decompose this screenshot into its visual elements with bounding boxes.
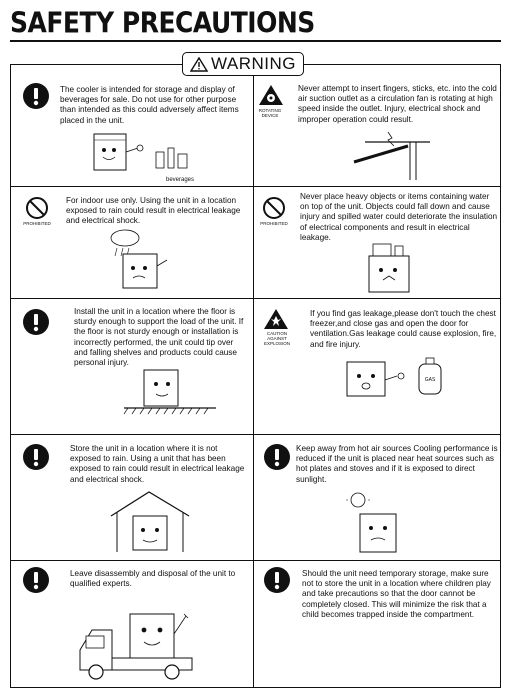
truck-with-cooler-illustration: [76, 606, 206, 684]
cell-text: Keep away from hot air sources Cooling performance is reduced if the unit is placed near heat sources such as hot plates and stoves and if it is exposed to direct sunlight.: [296, 444, 498, 484]
mandatory-icon: [263, 443, 291, 471]
cell-text: If you find gas leakage,please don't touch the chest freezer,and close gas and open the door for ventilation.Gas leakage could cause explosion, fire, and fire injury.: [310, 309, 497, 349]
mandatory-icon: [22, 308, 50, 336]
cell-text: Leave disassembly and disposal of the unit to qualified experts.: [70, 569, 236, 589]
page-title: SAFETY PRECAUTIONS: [10, 6, 315, 40]
warning-banner: [182, 52, 304, 76]
icon-caption: ROTATING DEVICE: [258, 108, 282, 118]
row-divider: [10, 298, 501, 299]
cell-text: Never attempt to insert fingers, sticks, etc. into the cold air suction outlet as a circulation fan is rotating at high speed inside the outlet. Injury, electrical shock and improper operation could result.: [298, 84, 497, 124]
fan-outlet-illustration: [350, 132, 440, 182]
cooler-near-heat-illustration: [340, 490, 410, 556]
cell-text: The cooler is intended for storage and display of beverages for sale. Do not use for other purpose than intended as this could adversely affect items placed in the unit.: [60, 85, 239, 125]
explosion-caution-icon: [263, 308, 289, 330]
cooler-with-beverages-illustration: [92, 130, 202, 180]
cooler-on-floor-illustration: [120, 368, 220, 416]
gas-tank-illustration: [345, 354, 455, 400]
cell-text: Never place heavy objects or items containing water on top of the unit. Objects could fall down and cause injury and spilled water could deteriorate the insulation of electrical components and result in electrical leakage.: [300, 192, 498, 242]
title-rule: [10, 40, 501, 42]
icon-caption: PROHIBITED: [260, 221, 288, 226]
prohibited-icon: [262, 196, 286, 220]
row-divider: [10, 434, 501, 435]
warning-label: WARNING: [210, 54, 297, 73]
column-divider: [253, 64, 254, 688]
cell-text: Should the unit need temporary storage, make sure not to store the unit in a location where children play and take precautions so that the door cannot be completely closed. This will minimize the risk that a child becomes trapped inside the compartment.: [302, 569, 491, 619]
row-divider: [10, 186, 501, 187]
cell-text: For indoor use only. Using the unit in a location exposed to rain could result in electrical leakage and electrical shock.: [66, 196, 241, 226]
icon-caption: CAUTION AGAINST EXPLOSION: [263, 331, 290, 346]
rotating-device-icon: [258, 84, 284, 106]
cooler-with-objects-illustration: [355, 242, 435, 296]
cooler-under-roof-illustration: [105, 488, 195, 554]
cell-text: Install the unit in a location where the floor is sturdy enough to support the load of the unit. If the floor is not sturdy enough or installation is incorrectly performed, the unit could tip over and falling shelves and products could cause personal injury.: [74, 307, 244, 368]
cell-text: Store the unit in a location where it is not exposed to rain. Using a unit that has been exposed to rain could result in electrical leakage and electrical shock.: [70, 444, 245, 484]
mandatory-icon: [263, 566, 291, 594]
illustration-caption: beverages: [165, 177, 195, 183]
mandatory-icon: [22, 82, 50, 110]
prohibited-icon: [25, 196, 49, 220]
gas-tank-label: GAS: [424, 377, 436, 383]
cooler-in-rain-illustration: [95, 226, 185, 294]
warning-triangle-icon: [190, 57, 208, 72]
mandatory-icon: [22, 566, 50, 594]
mandatory-icon: [22, 443, 50, 471]
row-divider: [10, 560, 501, 561]
icon-caption: PROHIBITED: [23, 221, 51, 226]
